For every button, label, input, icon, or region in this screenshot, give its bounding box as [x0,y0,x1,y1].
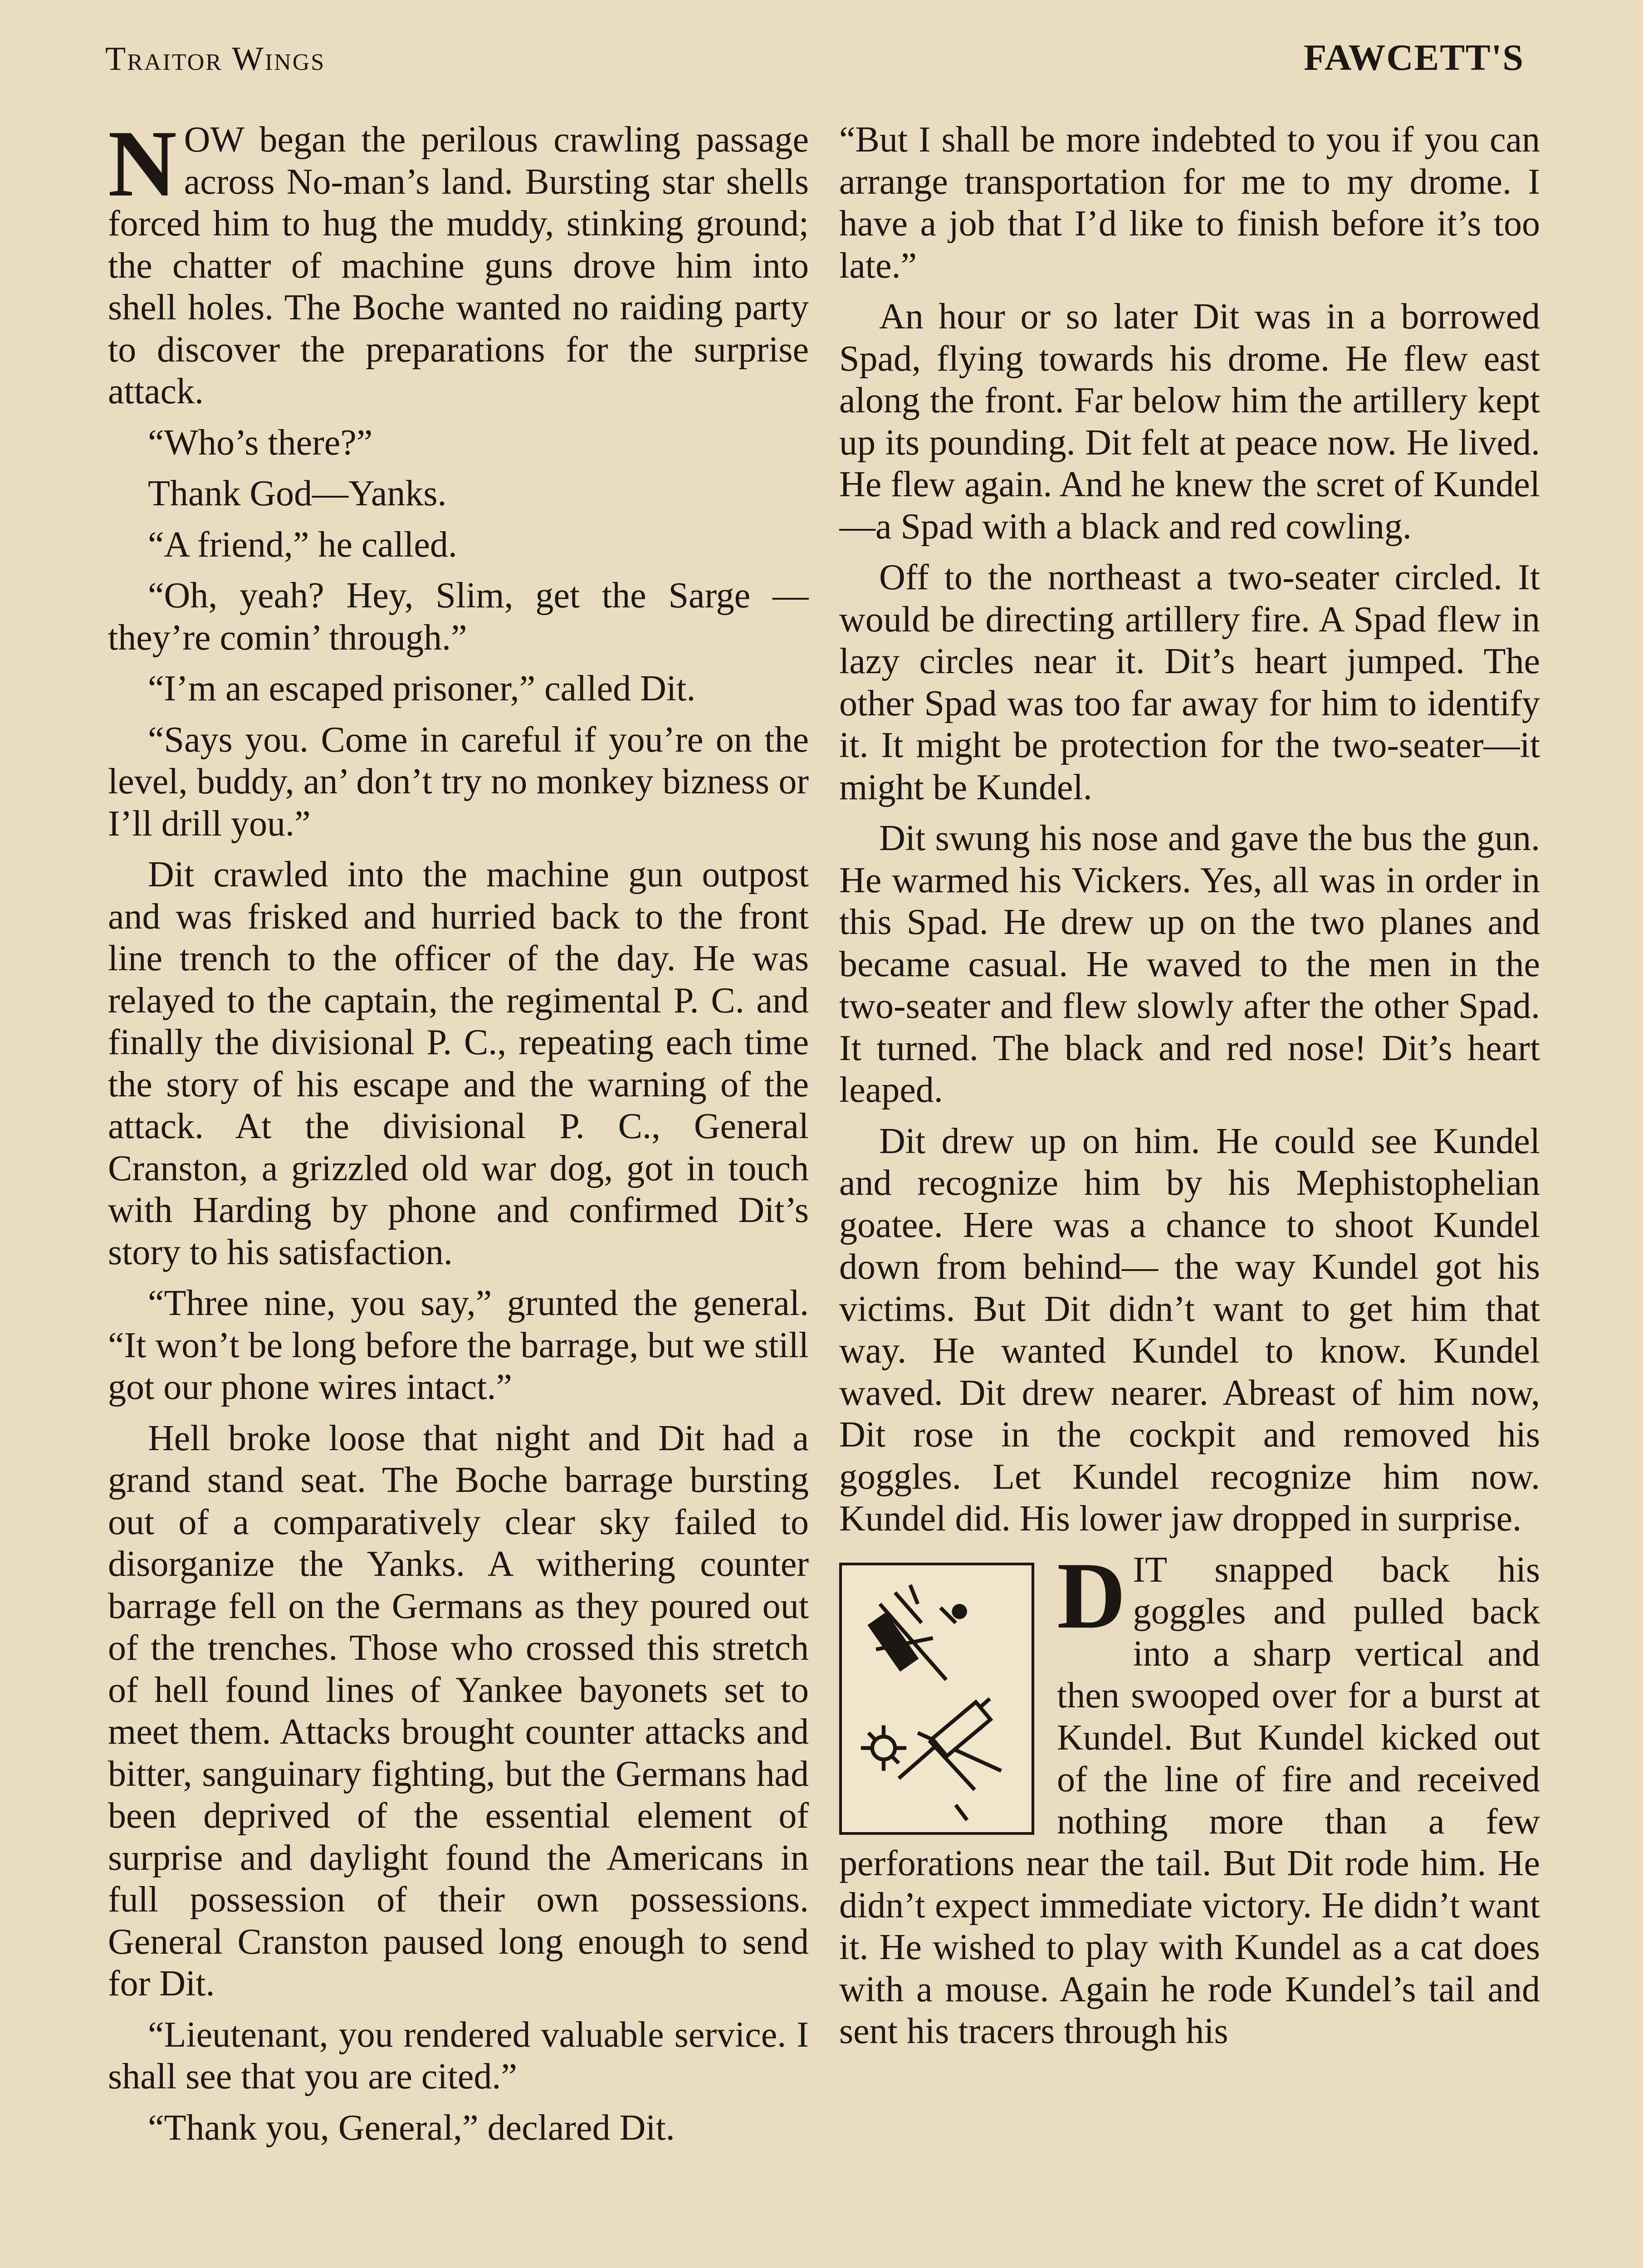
page-header [0,0,1643,104]
section-paragraph: DIT snapped back his goggles and pulled back into a sharp vertical and then swooped over for a burst at Kundel. But Kundel kicked out of the line of fire and received nothing more than a few perforations near the tail. But Dit rode him. He didn’t expect immediate victory. He didn’t want it. He wished to play with Kundel as a cat does with a mouse. Again he rode Kundel’s tail and sent his tracers through his [839,1543,1540,2051]
paragraph: “Lieutenant, you rendered valuable service. I shall see that you are cited.” [108,2014,809,2097]
left-column [108,119,809,2268]
paragraph: Dit swung his nose and gave the bus the gun. He warmed his Vickers. Yes, all was in order in this Spad. He drew up on the two planes and became casual. He waved to the men in the two-seater and flew slowly after the other Spad. It turned. The black and red nose! Dit’s heart leaped. [839,818,1540,1110]
paragraph: Hell broke loose that night and Dit had a grand stand seat. The Boche barrage bursting out of a comparatively clear sky failed to disorganize the Yanks. A withering counter barrage fell on the Germans as they poured out of the trenches. Those who crossed this stretch of hell found lines of Yankee bayonets set to meet them. Attacks brought counter attacks and bitter, sanguinary fighting, but the Germans had been deprived of the essential element of surprise and daylight found the Americans in full possession of their own possessions. General Cranston paused long enough to send for Dit. [108,1418,809,2004]
drop-cap-d: D [1057,1543,1126,1648]
paragraph: “Three nine, you say,” grunted the general. “It won’t be long before the barrage, but we still got our phone wires intact.” [108,1283,809,1407]
running-title: Traitor Wings [105,40,326,78]
paragraph: “I’m an escaped prisoner,” called Dit. [148,669,696,709]
paragraph: “Says you. Come in careful if you’re on the level, buddy, an’ don’t try no monkey bizness or I’ll drill you.” [108,719,809,844]
magazine-name: FAWCETT'S [1304,37,1524,78]
paragraph: An hour or so later Dit was in a borrowed Spad, flying towards his drome. He flew east along the front. Far below him the artillery kept up its pounding. Dit felt at peace now. He lived. He flew again. And he knew the scret of Kundel —a Spad with a black and red cowling. [839,297,1540,547]
paragraph: Off to the northeast a two-seater circled. It would be directing artillery fire. A Spad flew in lazy circles near it. Dit’s heart jumped. The other Spad was too far away for him to identify it. It might be protection for the two-seater—it might be Kundel. [839,557,1540,807]
drop-cap-n: N [108,119,177,216]
paragraph: Thank God—Yanks. [148,474,447,513]
paragraph: Dit crawled into the machine gun outpost and was frisked and hurried back to the front line trench to the officer of the day. He was relayed to the captain, the regimental P. C. and finally the divisional P. C., repeating each time the story of his escape and the warning of the attack. At the divisional P. C., General Cranston, a grizzled old war dog, got in touch with Harding by phone and confirmed Dit’s story to his satisfaction. [108,855,809,1272]
paragraph: “Who’s there?” [148,422,373,463]
paragraph: “Thank you, General,” declared Dit. [148,2107,675,2148]
airplane-illustration [839,1563,1034,1835]
paragraph: “But I shall be more indebted to you if you can arrange transportation for me to my drome. I have a job that I’d like to finish before it’s too late.” [839,120,1540,286]
opening-paragraph: NOW began the perilous crawling passage across No-man’s land. Bursting star shells forced him to hug the muddy, stinking ground; the chatter of machine guns drove him into shell holes. The Boche wanted no raiding party to discover the preparations for the surprise attack. [108,119,809,411]
biplane-dogfight-icon [842,1565,1032,1832]
paragraph: “Oh, yeah? Hey, Slim, get the Sarge —they’re comin’ through.” [108,576,809,658]
right-column [839,119,1540,2268]
paragraph: “A friend,” he called. [148,524,457,565]
paragraph: Dit drew up on him. He could see Kundel and recognize him by his Mephistophelian goatee. Here was a chance to shoot Kundel down from behind— the way Kundel got his victims. But Dit didn’t want to get him that way. He wanted Kundel to know. Kundel waved. Dit drew nearer. Abreast of him now, Dit rose in the cockpit and removed his goggles. Let Kundel recognize him now. Kundel did. His lower jaw dropped in surprise. [839,1121,1540,1539]
